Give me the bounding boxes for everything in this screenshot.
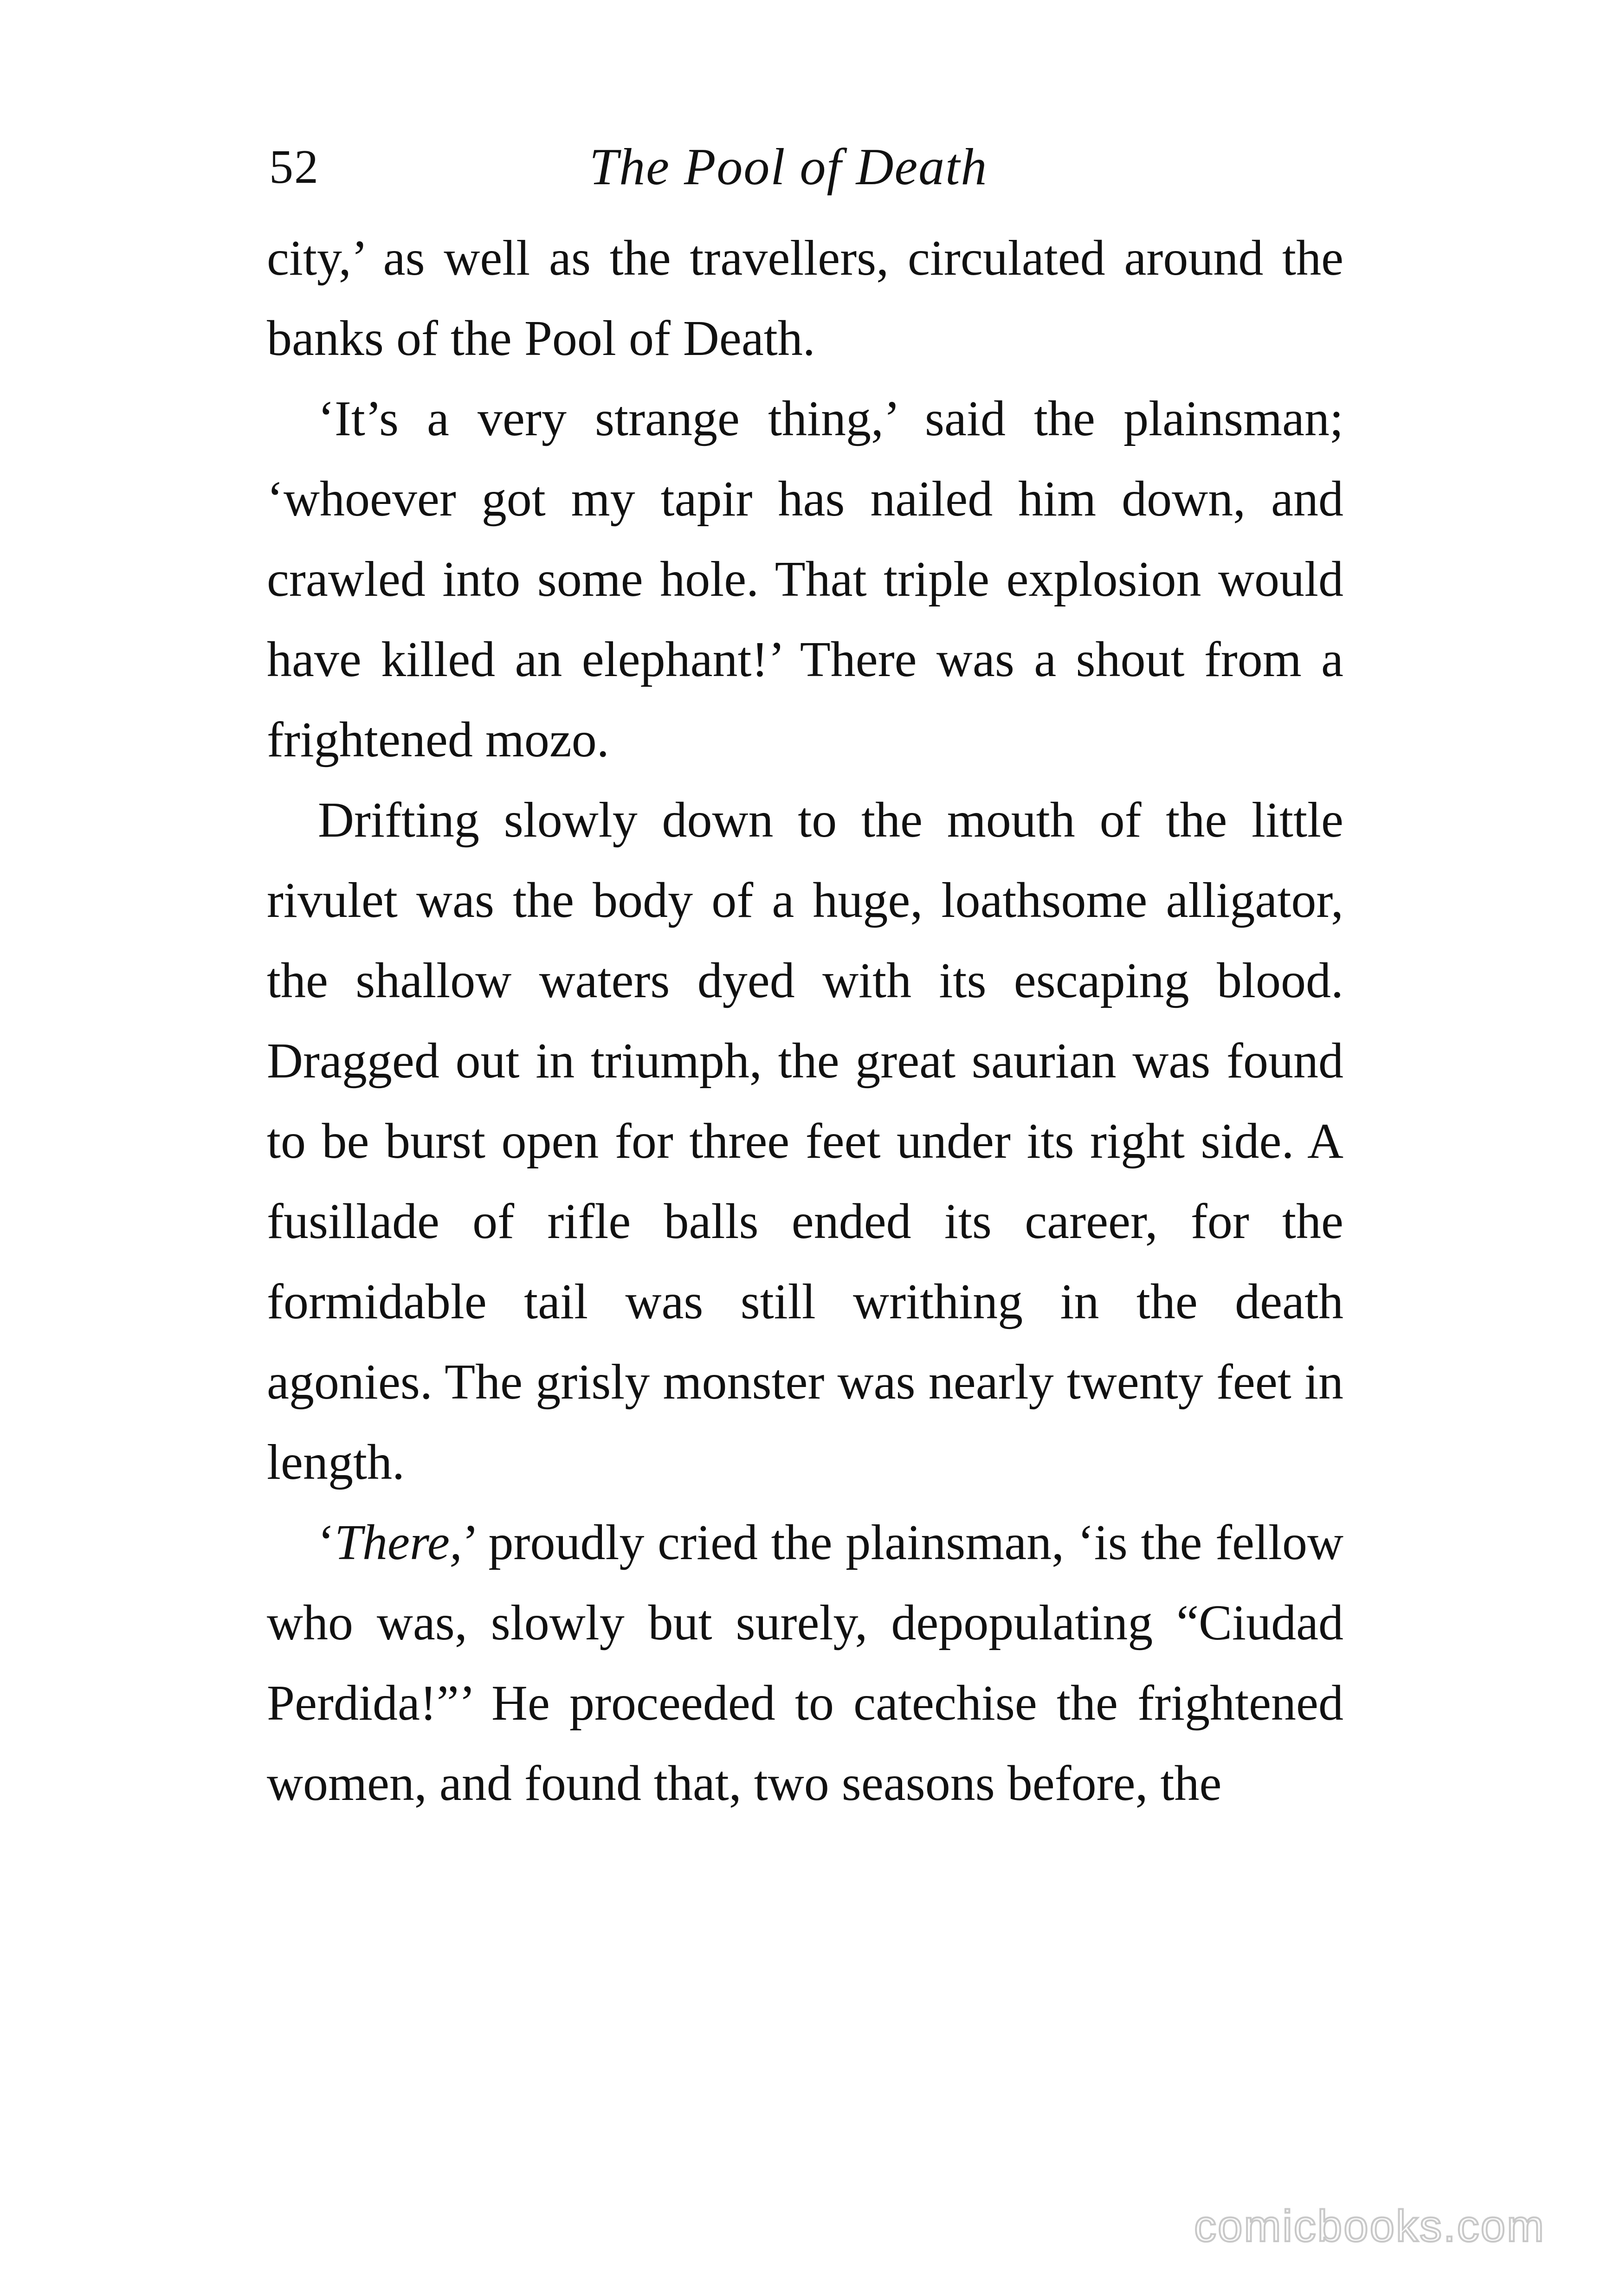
body-text xyxy=(267,218,1343,1824)
paragraph-3: Drifting slowly down to the mouth of the little rivulet was the body of a huge, loathsome alligator, the shallow waters dyed with its escaping blood. Dragged out in triumph, the great saurian was found to be burst open for three feet under its right side. A fusillade of rifle balls ended its career, for the formidable tail was still writhing in the death agonies. The grisly monster was nearly twenty feet in length. xyxy=(267,793,1343,1490)
paragraph-2: ‘It’s a very strange thing,’ said the plainsman; ‘whoever got my tapir has nailed him down, and crawled into some hole. That triple explosion would have killed an elephant!’ There was a shout from a frightened mozo. xyxy=(267,391,1343,767)
opening-quote: ‘ xyxy=(318,1515,335,1570)
page-number: 52 xyxy=(269,140,319,193)
paragraph-1: city,’ as well as the travellers, circulated around the banks of the Pool of Death. xyxy=(267,231,1343,366)
running-title: The Pool of Death xyxy=(589,138,988,196)
watermark: comicbooks.com xyxy=(1194,2201,1545,2251)
paragraph-4 xyxy=(267,1503,1343,1824)
paragraph-4-rest: ’ proudly cried the plainsman, ‘is the fellow who was, slowly but surely, depopulating “Ciudad Perdida!”’ He proceeded to catechise the frightened women, and found that, two seasons before, the xyxy=(267,1515,1343,1811)
page-header xyxy=(269,135,1336,209)
italic-word: There, xyxy=(334,1515,462,1570)
